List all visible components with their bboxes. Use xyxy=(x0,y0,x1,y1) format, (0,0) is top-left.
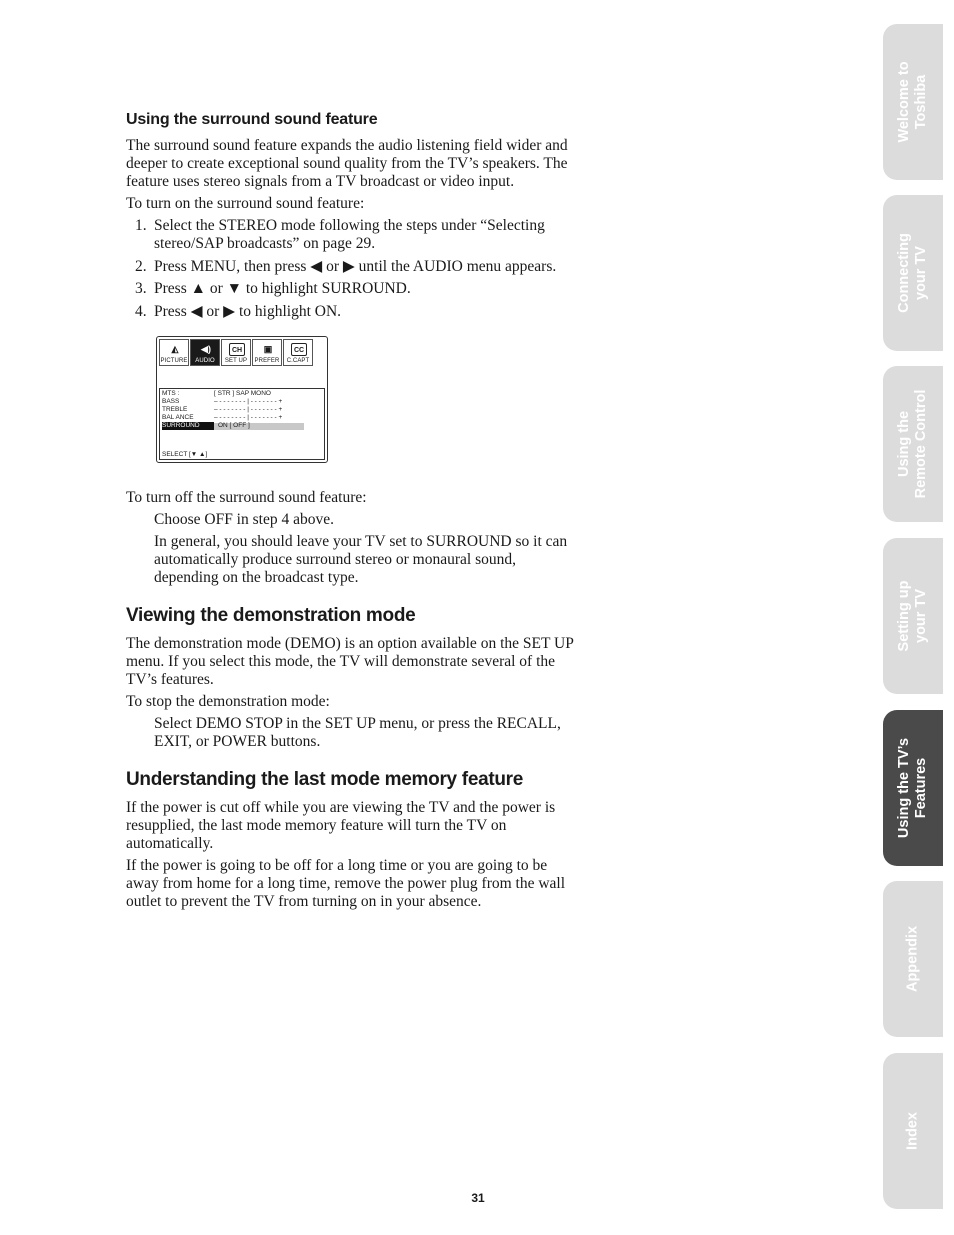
cc-icon: CC xyxy=(291,343,307,356)
step-item: 1. Select the STEREO mode following the steps under “Selecting stereo/SAP broadcasts” on page 29. xyxy=(135,217,545,252)
side-tab-features[interactable]: Using the TV’s Features xyxy=(883,710,943,866)
menu-row-treble: TREBLE – - - - - - - - | - - - - - - - + xyxy=(162,406,283,413)
surround-steps xyxy=(126,217,576,321)
menu-tab-setup: CH SET UP xyxy=(221,339,251,366)
side-tab-connecting[interactable]: Connecting your TV xyxy=(883,195,943,351)
speaker-icon: ◀) xyxy=(201,344,211,354)
turn-on-label: To turn on the surround sound feature: xyxy=(126,195,365,212)
side-tab-setting-up[interactable]: Setting up your TV xyxy=(883,538,943,694)
side-tab-remote[interactable]: Using the Remote Control xyxy=(883,366,943,522)
menu-row-mts: MTS : [ STR ] SAP MONO xyxy=(162,390,271,397)
turn-off-step: Choose OFF in step 4 above. xyxy=(154,511,334,528)
section-heading-surround: Using the surround sound feature xyxy=(126,111,378,128)
menu-body xyxy=(159,388,325,460)
demo-stop-label: To stop the demonstration mode: xyxy=(126,693,330,710)
section-heading-demo: Viewing the demonstration mode xyxy=(126,605,416,626)
page-number: 31 xyxy=(471,1191,485,1205)
step-item: 4. Press ◀ or ▶ to highlight ON. xyxy=(135,302,342,320)
memory-para-2: If the power is going to be off for a long time or you are going to be away from home for a long time, remove the power plug from the wall outlet to prevent the TV from turning on in your absence. xyxy=(126,857,566,910)
demo-intro: The demonstration mode (DEMO) is an option available on the SET UP menu. If you select this mode, the TV will demonstrate several of the TV’s features. xyxy=(126,635,574,688)
menu-row-bass: BASS – - - - - - - - | - - - - - - - + xyxy=(162,398,283,405)
side-tab-appendix[interactable]: Appendix xyxy=(883,881,943,1037)
page-content xyxy=(126,108,576,915)
channel-icon: CH xyxy=(229,343,245,356)
menu-tab-audio: ◀) AUDIO xyxy=(190,339,220,366)
step-item: 3. Press ▲ or ▼ to highlight SURROUND. xyxy=(135,280,411,297)
demo-stop-step: Select DEMO STOP in the SET UP menu, or press the RECALL, EXIT, or POWER buttons. xyxy=(154,715,561,750)
tv-audio-menu xyxy=(156,336,328,463)
menu-row-balance: BAL ANCE – - - - - - - - | - - - - - - - + xyxy=(162,414,283,421)
camera-icon: ▣ xyxy=(263,344,273,354)
surround-intro: The surround sound feature expands the audio listening field wider and deeper to create exceptional sound quality from the TV’s speakers. The feature uses stereo signals from a TV broadcast or video input. xyxy=(126,137,568,190)
menu-tab-ccapt: CC C.CAPT xyxy=(283,339,313,366)
picture-icon: ◭ xyxy=(171,344,179,354)
menu-tabs xyxy=(159,339,313,366)
turn-off-label: To turn off the surround sound feature: xyxy=(126,489,367,506)
menu-tab-prefer: ▣ PREFER xyxy=(252,339,282,366)
menu-select-hint: SELECT [▼ ▲] xyxy=(162,451,208,458)
side-tab-index[interactable]: Index xyxy=(883,1053,943,1209)
menu-row-surround: SURROUND ON [ OFF ] xyxy=(162,422,250,429)
side-tab-welcome[interactable]: Welcome to Toshiba xyxy=(883,24,943,180)
surround-note: In general, you should leave your TV set to SURROUND so it can automatically produce surround stereo or monaural sound, depending on the broadcast type. xyxy=(154,533,568,586)
menu-tab-picture: ◭ PICTURE xyxy=(159,339,189,366)
step-item: 2. Press MENU, then press ◀ or ▶ until the AUDIO menu appears. xyxy=(135,257,557,275)
memory-para-1: If the power is cut off while you are viewing the TV and the power is resupplied, the last mode memory feature will turn the TV on automatically. xyxy=(126,799,556,852)
section-heading-memory: Understanding the last mode memory feature xyxy=(126,769,524,790)
